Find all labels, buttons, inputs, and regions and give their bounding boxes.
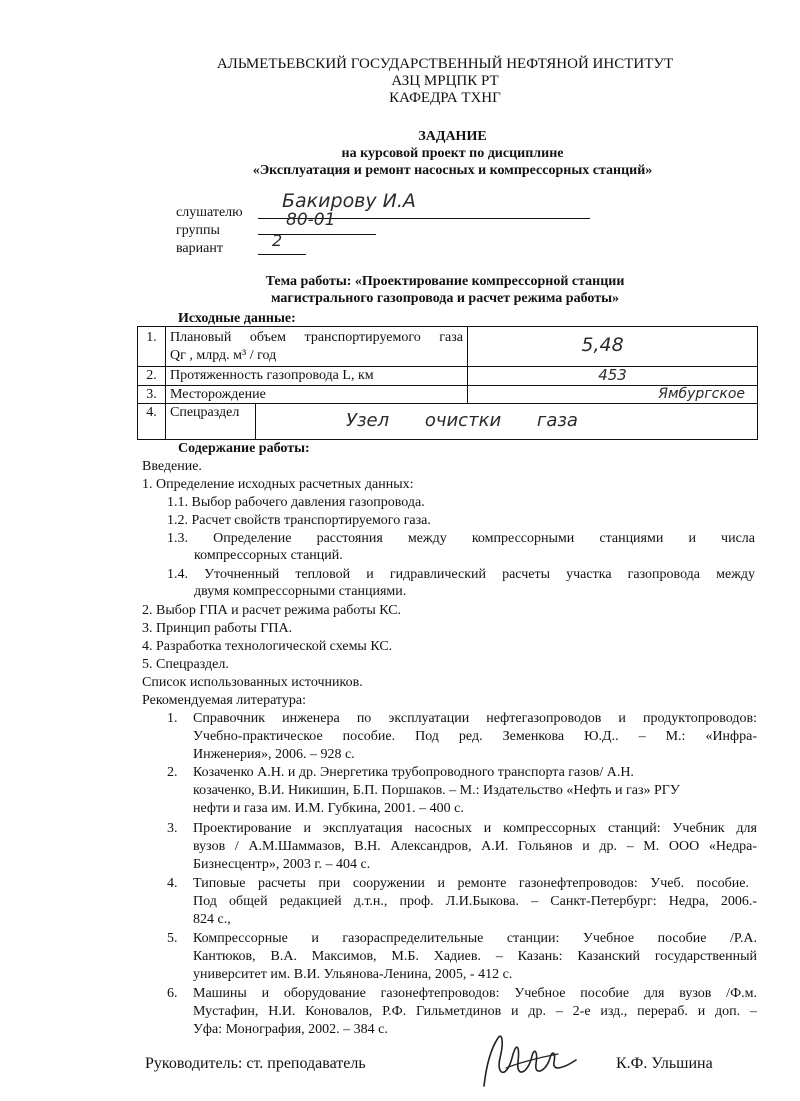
list-item: 4. Разработка технологической схемы КС.: [142, 639, 393, 654]
list-item: двумя компрессорными станциями.: [194, 584, 407, 599]
table-row: [138, 327, 758, 367]
lit-number: 1.: [167, 711, 178, 726]
lit-line: нефти и газа им. И.М. Губкина, 2001. – 400 с.: [193, 801, 464, 816]
student-label: слушателю: [176, 205, 243, 220]
intro-item: Введение.: [142, 459, 202, 474]
row-value: 5,48: [468, 327, 758, 367]
lit-line: Под общей редакцией д.т.н., проф. Л.И.Быкова. – Санкт-Петербург: Недра, 2006.-: [193, 894, 757, 909]
lit-line: Инженерия», 2006. – 928 с.: [193, 747, 355, 762]
lit-line: козаченко, В.И. Никишин, Б.П. Поршаков. – М.: Издательство «Нефть и газ» РГУ: [193, 783, 680, 798]
lit-line: Машины и оборудование газонефтепроводов: Учебное пособие для вузов /Ф.м.: [193, 986, 757, 1001]
literature-title: Рекомендуемая литература:: [142, 693, 306, 708]
lit-number: 4.: [167, 876, 178, 891]
row-value: Узел очистки газа: [256, 404, 758, 440]
institution-header: [0, 56, 800, 107]
list-item: 5. Спецраздел.: [142, 657, 229, 672]
row-value: Ямбургское: [468, 386, 758, 404]
list-item: 3. Принцип работы ГПА.: [142, 621, 293, 636]
variant-value: 2: [272, 231, 283, 250]
group-value: 80-01: [286, 210, 336, 230]
institute-name: АЛЬМЕТЬЕВСКИЙ ГОСУДАРСТВЕННЫЙ НЕФТЯНОЙ ИНСТИТУТ: [216, 56, 674, 72]
task-subtitle: на курсовой проект по дисциплине: [341, 146, 564, 161]
lit-line: Типовые расчеты при сооружении и ремонте газонефтепроводов: Учеб. пособие.: [193, 876, 749, 891]
lit-number: 5.: [167, 931, 178, 946]
task-heading: [0, 128, 800, 179]
supervisor-name: К.Ф. Ульшина: [616, 1055, 713, 1072]
lit-line: Проектирование и эксплуатация насосных и компрессорных станций: Учебник для: [193, 821, 757, 836]
signature-image: [476, 1028, 586, 1092]
list-item: 2. Выбор ГПА и расчет режима работы КС.: [142, 603, 402, 618]
source-data-title: Исходные данные:: [178, 311, 296, 326]
sources-line: Список использованных источников.: [142, 675, 363, 690]
list-item: компрессорных станций.: [194, 548, 343, 563]
row-label: Протяженность газопровода L, км: [166, 367, 468, 386]
student-value: Бакирову И.А: [282, 190, 416, 212]
row-number: 3.: [138, 386, 166, 404]
theme-line-1: Тема работы: «Проектирование компрессорной станции: [265, 274, 625, 289]
row-label: Плановый объем транспортируемого газа Qг , млрд. м³ / год: [166, 327, 468, 367]
center-name: АЗЦ МРЦПК РТ: [391, 73, 499, 89]
list-item: 1. Определение исходных расчетных данных:: [142, 477, 414, 492]
list-item: 1.3. Определение расстояния между компрессорными станциями и числа: [167, 531, 755, 546]
lit-line: вузов / А.М.Шаммазов, В.Н. Александров, А.И. Гольянов и др. – М. ООО «Недра-: [193, 839, 757, 854]
list-item: 1.4. Уточненный тепловой и гидравлический расчеты участка газопровода между: [167, 567, 755, 582]
group-label: группы: [176, 223, 220, 238]
source-data-table: [137, 326, 758, 440]
row-number: 2.: [138, 367, 166, 386]
row-label: Месторождение: [166, 386, 468, 404]
lit-number: 2.: [167, 765, 178, 780]
discipline-name: «Эксплуатация и ремонт насосных и компрессорных станций»: [252, 163, 653, 178]
table-row: [138, 367, 758, 386]
theme-line-2: магистрального газопровода и расчет режима работы»: [270, 291, 620, 306]
lit-line: Учебно-практическое пособие. Под ред. Земенкова Ю.Д.. – М.: «Инфра-: [193, 729, 757, 744]
task-title: ЗАДАНИЕ: [418, 129, 487, 144]
table-row: [138, 404, 758, 440]
row-number: 1.: [138, 327, 166, 367]
lit-line: Бизнесцентр», 2003 г. – 404 с.: [193, 857, 371, 872]
lit-number: 3.: [167, 821, 178, 836]
row-number: 4.: [138, 404, 166, 440]
list-item: 1.2. Расчет свойств транспортируемого газа.: [167, 513, 431, 528]
lit-line: 824 с.,: [193, 912, 231, 927]
department-name: КАФЕДРА ТХНГ: [389, 90, 501, 106]
lit-number: 6.: [167, 986, 178, 1001]
lit-line: Уфа: Монография, 2002. – 384 с.: [193, 1022, 388, 1037]
list-item: 1.1. Выбор рабочего давления газопровода.: [167, 495, 425, 510]
lit-line: университет им. В.И. Ульянова-Ленина, 2005, - 412 с.: [193, 967, 513, 982]
variant-label: вариант: [176, 241, 223, 256]
row-label: Спецраздел: [166, 404, 256, 440]
contents-title: Содержание работы:: [178, 441, 310, 456]
table-row: [138, 386, 758, 404]
lit-line: Кантюков, В.А. Максимов, М.Б. Хадиев. – Казань: Казанский государственный: [193, 949, 757, 964]
lit-line: Мустафин, Н.И. Коновалов, Р.Ф. Гильметдинов и др. – 2-е изд., перераб. и доп. –: [193, 1004, 757, 1019]
lit-line: Козаченко А.Н. и др. Энергетика трубопроводного транспорта газов/ А.Н.: [193, 765, 634, 780]
lit-line: Компрессорные и газораспределительные станции: Учебное пособие /Р.А.: [193, 931, 757, 946]
work-theme: [0, 273, 800, 307]
lit-line: Справочник инженера по эксплуатации нефтегазопроводов и продуктопроводов:: [193, 711, 757, 726]
row-value: 453: [468, 367, 758, 386]
supervisor-label: Руководитель: ст. преподаватель: [145, 1055, 366, 1072]
